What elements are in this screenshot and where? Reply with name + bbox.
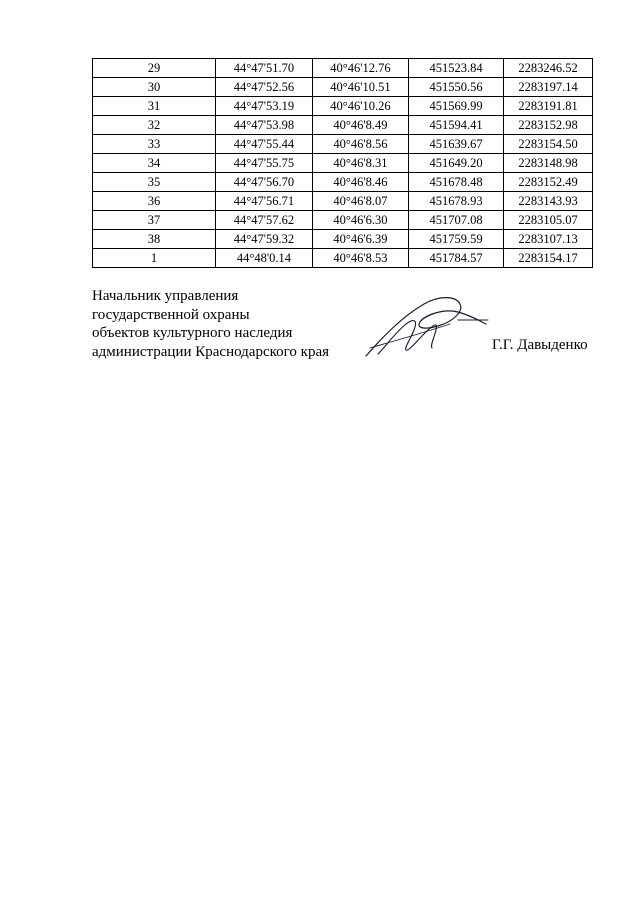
coordinates-table-body [93, 59, 593, 268]
x-coordinate-cell: 451639.67 [409, 135, 504, 154]
latitude-cell: 44°47'53.19 [216, 97, 313, 116]
longitude-cell: 40°46'8.56 [313, 135, 409, 154]
y-coordinate-cell: 2283152.49 [504, 173, 593, 192]
y-coordinate-cell: 2283191.81 [504, 97, 593, 116]
y-coordinate-cell: 2283105.07 [504, 211, 593, 230]
point-number-cell: 37 [93, 211, 216, 230]
x-coordinate-cell: 451550.56 [409, 78, 504, 97]
x-coordinate-cell: 451759.59 [409, 230, 504, 249]
signatory-title [92, 287, 329, 361]
latitude-cell: 44°47'52.56 [216, 78, 313, 97]
point-number-cell: 32 [93, 116, 216, 135]
longitude-cell: 40°46'6.39 [313, 230, 409, 249]
longitude-cell: 40°46'6.30 [313, 211, 409, 230]
signatory-title-line: объектов культурного наследия [92, 325, 293, 341]
latitude-cell: 44°47'53.98 [216, 116, 313, 135]
point-number-cell: 31 [93, 97, 216, 116]
latitude-cell: 44°47'59.32 [216, 230, 313, 249]
signatory-name: Г.Г. Давыденко [492, 337, 588, 353]
signatory-title-line: Начальник управления [92, 288, 239, 304]
y-coordinate-cell: 2283107.13 [504, 230, 593, 249]
longitude-cell: 40°46'8.46 [313, 173, 409, 192]
y-coordinate-cell: 2283148.98 [504, 154, 593, 173]
latitude-cell: 44°47'55.44 [216, 135, 313, 154]
latitude-cell: 44°48'0.14 [216, 249, 313, 268]
point-number-cell: 34 [93, 154, 216, 173]
table-row [93, 154, 593, 173]
point-number-cell: 38 [93, 230, 216, 249]
table-row [93, 230, 593, 249]
x-coordinate-cell: 451784.57 [409, 249, 504, 268]
latitude-cell: 44°47'56.70 [216, 173, 313, 192]
x-coordinate-cell: 451707.08 [409, 211, 504, 230]
x-coordinate-cell: 451649.20 [409, 154, 504, 173]
x-coordinate-cell: 451678.48 [409, 173, 504, 192]
longitude-cell: 40°46'10.26 [313, 97, 409, 116]
table-row [93, 116, 593, 135]
latitude-cell: 44°47'57.62 [216, 211, 313, 230]
y-coordinate-cell: 2283246.52 [504, 59, 593, 78]
y-coordinate-cell: 2283197.14 [504, 78, 593, 97]
longitude-cell: 40°46'8.31 [313, 154, 409, 173]
x-coordinate-cell: 451523.84 [409, 59, 504, 78]
table-row [93, 97, 593, 116]
table-row [93, 59, 593, 78]
longitude-cell: 40°46'10.51 [313, 78, 409, 97]
signatory-title-line: государственной охраны [92, 306, 250, 323]
point-number-cell: 35 [93, 173, 216, 192]
table-row [93, 135, 593, 154]
point-number-cell: 29 [93, 59, 216, 78]
latitude-cell: 44°47'56.71 [216, 192, 313, 211]
x-coordinate-cell: 451678.93 [409, 192, 504, 211]
table-row [93, 249, 593, 268]
point-number-cell: 1 [93, 249, 216, 268]
latitude-cell: 44°47'55.75 [216, 154, 313, 173]
x-coordinate-cell: 451594.41 [409, 116, 504, 135]
y-coordinate-cell: 2283154.17 [504, 249, 593, 268]
point-number-cell: 33 [93, 135, 216, 154]
table-row [93, 173, 593, 192]
point-number-cell: 30 [93, 78, 216, 97]
longitude-cell: 40°46'8.53 [313, 249, 409, 268]
point-number-cell: 36 [93, 192, 216, 211]
longitude-cell: 40°46'8.49 [313, 116, 409, 135]
longitude-cell: 40°46'12.76 [313, 59, 409, 78]
y-coordinate-cell: 2283143.93 [504, 192, 593, 211]
signatory-title-line: администрации Краснодарского края [92, 343, 330, 360]
longitude-cell: 40°46'8.07 [313, 192, 409, 211]
table-row [93, 192, 593, 211]
coordinates-table [92, 58, 593, 268]
table-row [93, 211, 593, 230]
y-coordinate-cell: 2283152.98 [504, 116, 593, 135]
y-coordinate-cell: 2283154.50 [504, 135, 593, 154]
latitude-cell: 44°47'51.70 [216, 59, 313, 78]
handwritten-signature [360, 290, 490, 362]
x-coordinate-cell: 451569.99 [409, 97, 504, 116]
table-row [93, 78, 593, 97]
